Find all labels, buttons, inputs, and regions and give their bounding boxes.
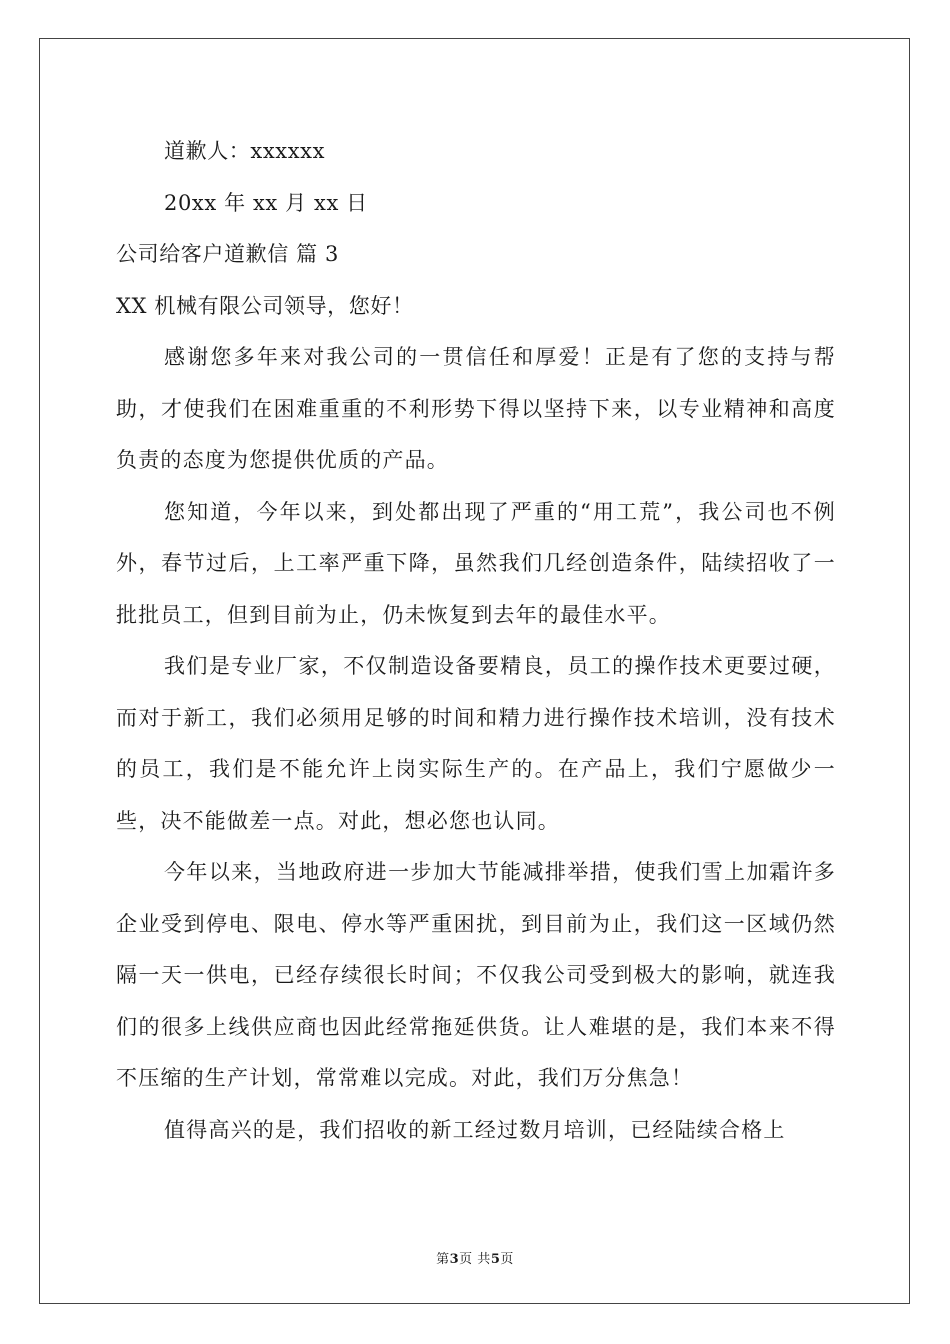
paragraph-3: 我们是专业厂家，不仅制造设备要精良，员工的操作技术更要过硬，而对于新工，我们必须用足够的时间和精力进行操作技术培训，没有技术的员工，我们是不能允许上岗实际生产的。在产品上，我们宁愿做少一些，决不能做差一点。对此，想必您也认同。 xyxy=(116,654,836,833)
paragraph-5: 值得高兴的是，我们招收的新工经过数月培训，已经陆续合格上 xyxy=(164,1117,786,1142)
date-line: 20xx 年 xx 月 xx 日 xyxy=(164,190,368,215)
signer-line: 道歉人：xxxxxx xyxy=(164,139,326,163)
section-title: 公司给客户道歉信 篇 3 xyxy=(116,242,339,266)
document-body xyxy=(116,126,836,1156)
current-page-number: 3 xyxy=(449,1252,460,1267)
footer-suffix: 页 xyxy=(500,1252,514,1267)
footer-mid: 页 共 xyxy=(459,1252,491,1267)
footer-prefix: 第 xyxy=(436,1252,450,1267)
paragraph-1: 感谢您多年来对我公司的一贯信任和厚爱！正是有了您的支持与帮助，才使我们在困难重重的不利形势下得以坚持下来，以专业精神和高度负责的态度为您提供优质的产品。 xyxy=(116,345,836,472)
paragraph-4: 今年以来，当地政府进一步加大节能减排举措，使我们雪上加霜许多企业受到停电、限电、停水等严重困扰，到目前为止，我们这一区域仍然隔一天一供电，已经存续很长时间；不仅我公司受到极大的影响，就连我们的很多上线供应商也因此经常拖延供货。让人难堪的是，我们本来不得不压缩的生产计划，常常难以完成。对此，我们万分焦急！ xyxy=(116,860,836,1090)
page-footer xyxy=(0,1248,950,1267)
salutation: XX 机械有限公司领导，您好！ xyxy=(116,293,414,318)
paragraph-2: 您知道，今年以来，到处都出现了严重的“用工荒”，我公司也不例外，春节过后，上工率严重下降，虽然我们几经创造条件，陆续招收了一批批员工，但到目前为止，仍未恢复到去年的最佳水平。 xyxy=(116,499,836,627)
total-page-number: 5 xyxy=(490,1252,501,1267)
